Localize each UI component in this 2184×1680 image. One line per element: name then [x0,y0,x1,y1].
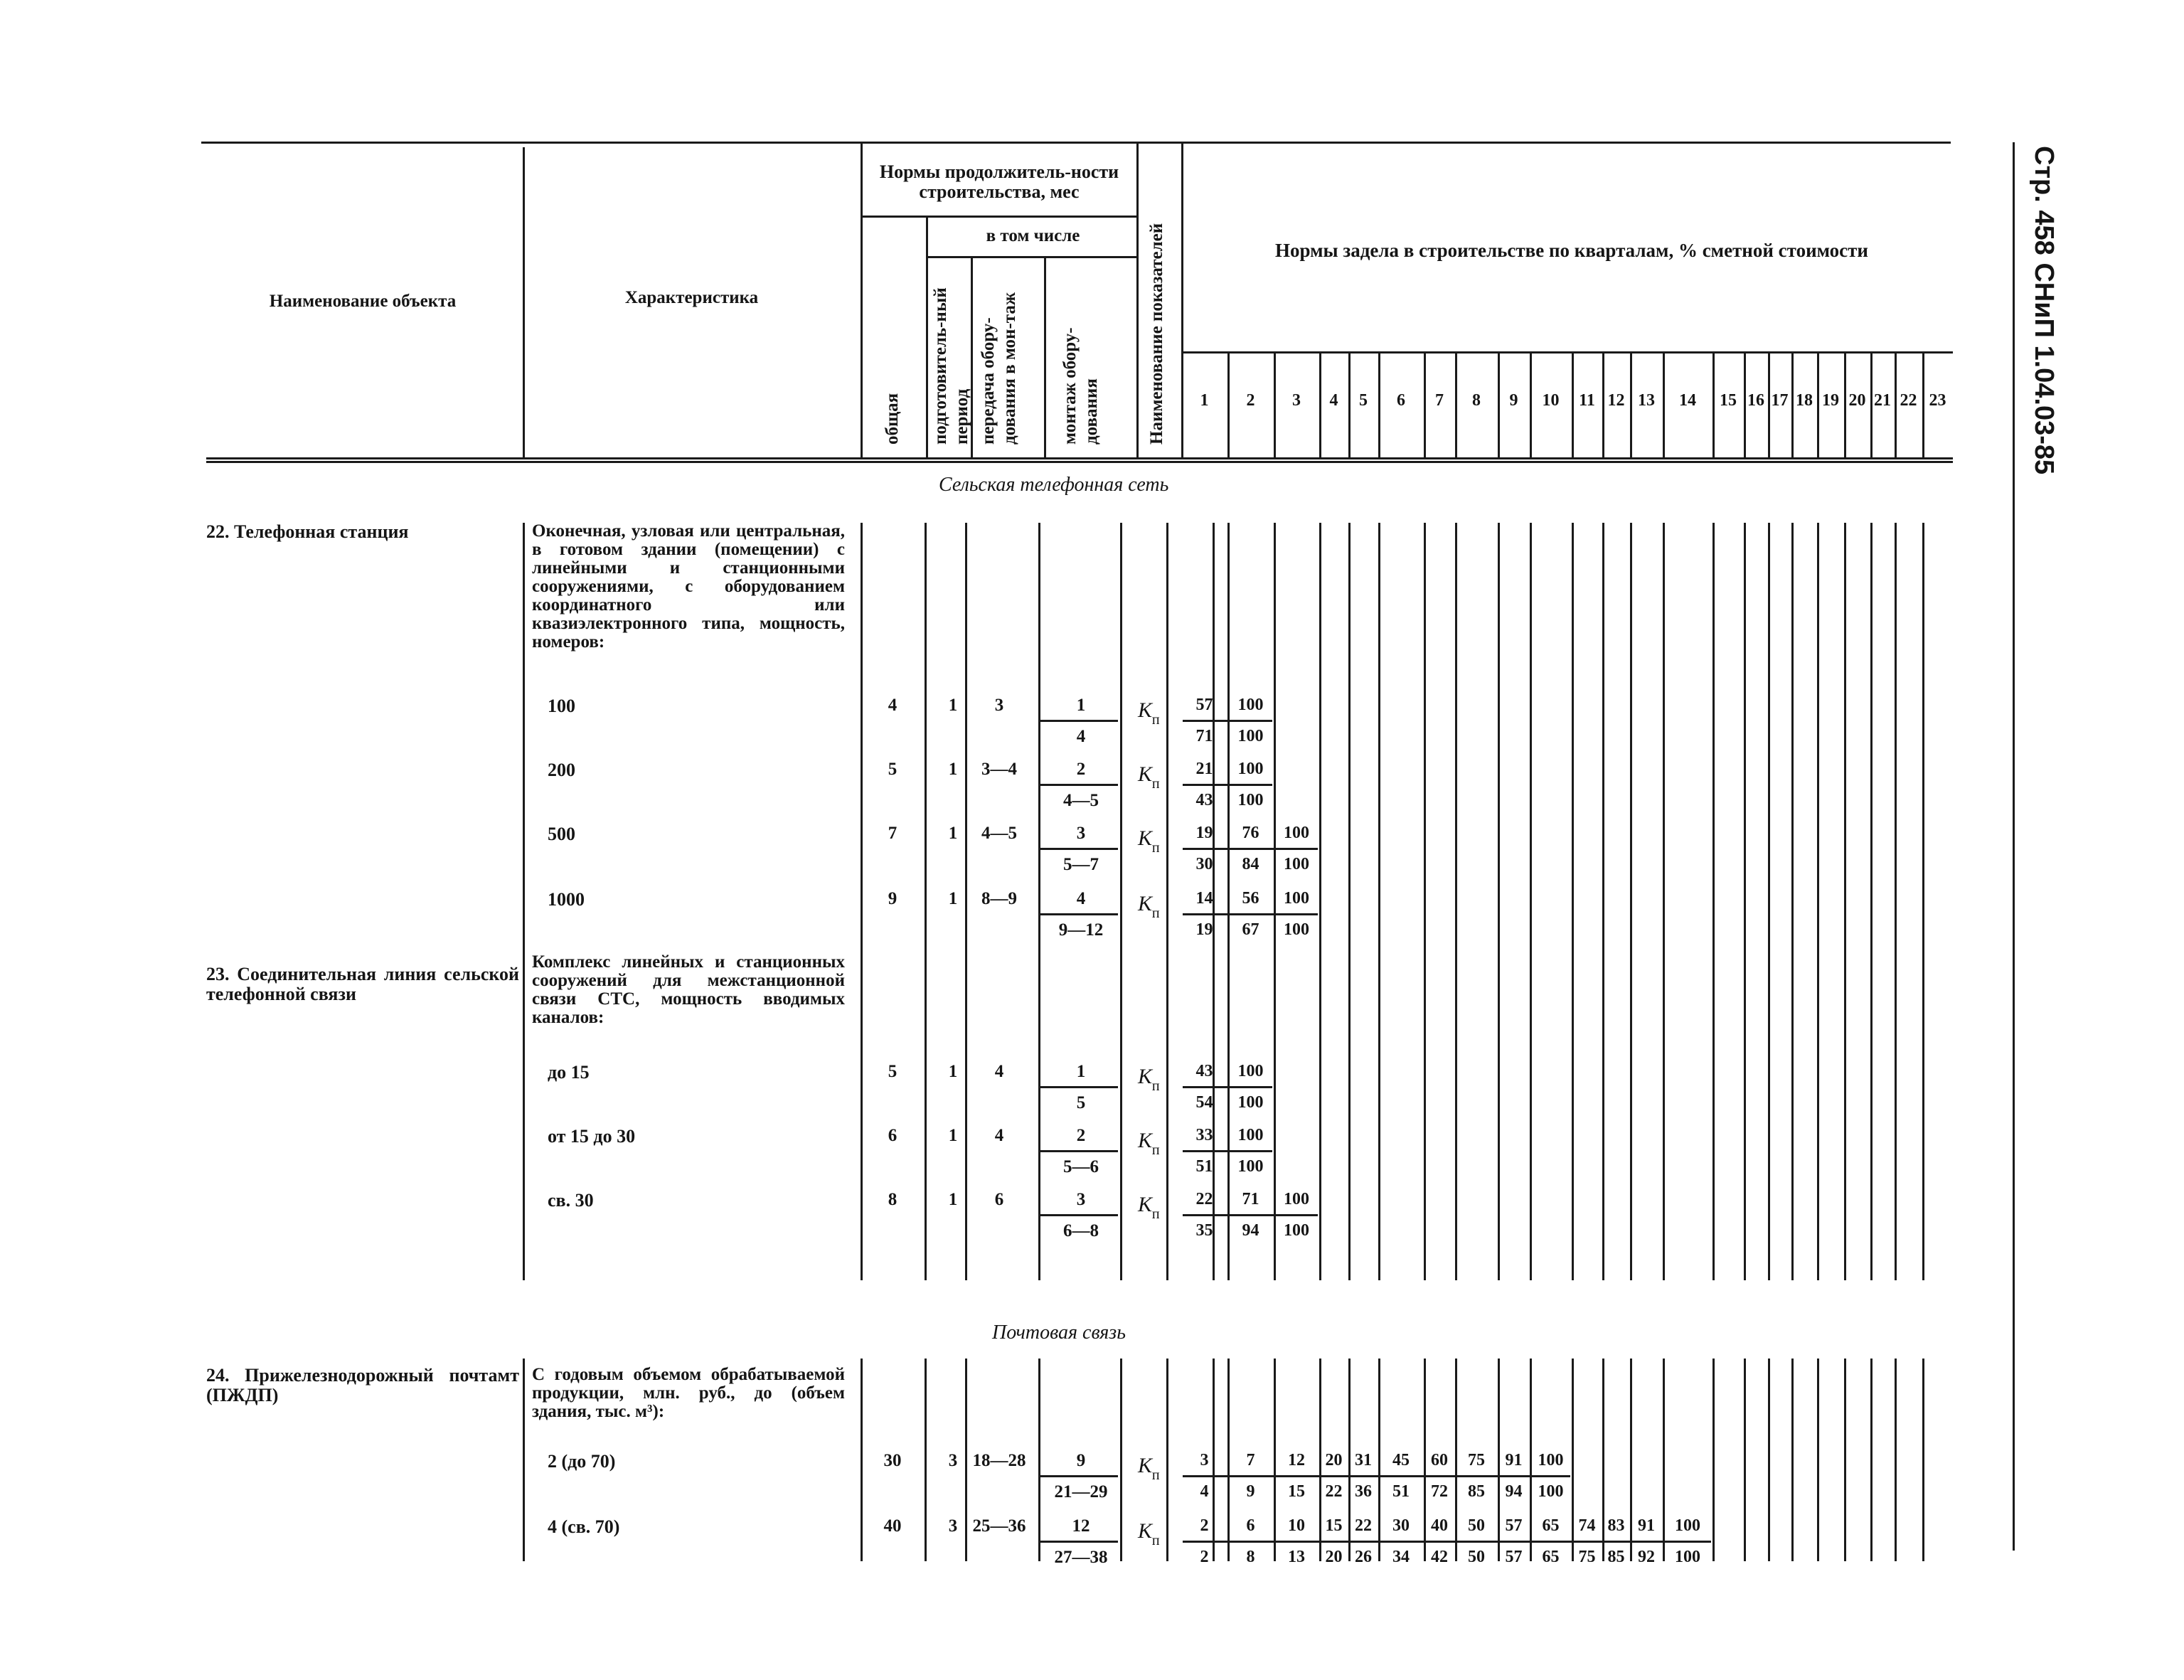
obj22-row1-indicator-kp-sub: п [1151,712,1160,728]
obj24-row1-q4-bottom: 22 [1325,1482,1343,1501]
obj24-row2-q1-top: 2 [1200,1516,1209,1535]
obj22-row3-q1-bottom: 30 [1195,855,1213,873]
obj22-row4-q3-bottom: 100 [1284,920,1309,939]
obj22-row4-q1-top: 14 [1195,889,1213,908]
obj24-row1-q6-top: 45 [1392,1451,1410,1469]
hdr-v-indicator [1136,142,1139,458]
obj22-row1-q2-bottom: 100 [1237,727,1264,745]
object-24-desc: С годовым объемом обрабатываемой продукции, млн. руб., до (объем здания, тыс. м³): [532,1365,845,1421]
hdr-v-install [1044,256,1046,458]
quarter-divider [1895,351,1897,458]
obj22-row2-indicator-kp-sub: п [1151,776,1160,792]
obj24-row1-q5-bottom: 36 [1355,1482,1372,1501]
quarter-divider [1424,351,1426,458]
obj23-row3-q2-top: 71 [1242,1190,1259,1208]
quarter-number-22: 22 [1900,391,1917,410]
quarter-number-9: 9 [1509,391,1518,410]
obj23-row2-install-bottom: 5—6 [1063,1157,1099,1176]
obj23-row2-indicator-kp: $К_п$ [1138,1129,1160,1158]
quarter-number-1: 1 [1200,391,1209,410]
obj22-row1-install-top: 1 [1076,696,1086,715]
obj23-row1-install-top: 1 [1076,1062,1086,1081]
quarter-divider [1274,351,1276,458]
obj23-row2-indicator-kp-sub: п [1151,1142,1160,1158]
obj23-row1-q1-top: 43 [1195,1062,1213,1080]
obj24-row1-q2-bottom: 9 [1246,1482,1255,1501]
obj24-row2-q7-bottom: 42 [1431,1548,1448,1566]
obj24-row2-total: 40 [883,1516,902,1536]
obj24-row2-q11-top: 74 [1578,1516,1596,1535]
obj23-row2-prep: 1 [948,1126,958,1145]
obj23-row1-q1-bottom: 54 [1195,1093,1213,1112]
obj24-row2-q6-top: 30 [1392,1516,1410,1535]
obj23-row2-q2-bottom: 100 [1237,1157,1264,1176]
obj24-row1-q9-bottom: 94 [1505,1482,1523,1501]
obj24-row1-q9-top: 91 [1505,1451,1523,1469]
obj24-row1-q3-top: 12 [1288,1451,1305,1469]
obj24-row1-q1-top: 3 [1200,1451,1209,1469]
quarter-number-18: 18 [1796,391,1813,410]
obj24-row1-indicator-kp: $К_п$ [1138,1454,1160,1483]
obj23-row1-indicator-kp: $К_п$ [1138,1065,1160,1094]
quarter-divider [1455,351,1457,458]
obj22-row2-prep: 1 [948,760,958,779]
body-column-rule [1498,523,1500,1280]
obj23-row1-total: 5 [888,1062,897,1081]
body-column-rule [1348,523,1351,1280]
obj24-row2-q13-bottom: 92 [1638,1548,1655,1566]
body-column-rule [1227,1359,1230,1561]
obj24-row1-q5-top: 31 [1355,1451,1372,1469]
obj23-row3-q1-top: 22 [1195,1190,1213,1208]
body-column-rule [1663,1359,1665,1561]
obj22-row3-indicator-kp: $К_п$ [1138,826,1160,856]
right-margin-rule [2013,142,2015,1551]
obj22-row3-install-top: 3 [1076,824,1086,843]
body-column-rule [1166,523,1168,1280]
obj23-row3-prep: 1 [948,1190,958,1209]
object-23-desc: Комплекс линейных и станционных сооружений для межстанционной связи СТС, мощность вводимых каналов: [532,952,845,1027]
obj23-row3-quarter-fraction-bar [1183,1214,1318,1216]
obj22-row2-indicator-kp: $К_п$ [1138,762,1160,792]
body-column-rule [1712,1359,1715,1561]
body-column-rule [1712,523,1715,1280]
table-top-rule [201,142,1951,144]
obj23-row2-install-fraction-bar [1040,1150,1118,1152]
header-col-install: монтаж обору-дования [1060,327,1101,445]
body-column-rule [523,1359,525,1561]
obj22-row3-install-bottom: 5—7 [1063,855,1099,874]
quarter-divider [1227,351,1230,458]
body-column-rule [1844,1359,1846,1561]
obj22-row4-prep: 1 [948,889,958,908]
obj24-row2-q2-bottom: 8 [1246,1548,1255,1566]
obj24-row1-transfer: 18—28 [972,1451,1026,1470]
body-column-rule [1038,523,1040,1280]
page-stamp: Стр. 458 СНиП 1.04.03-85 [2029,146,2059,475]
hdr-v-prep [926,216,928,458]
obj24-row1-q8-bottom: 85 [1468,1482,1485,1501]
obj23-row3-q3-bottom: 100 [1284,1221,1309,1240]
body-column-rule [1817,523,1819,1280]
body-column-rule [1120,1359,1122,1561]
obj24-row2-label: 4 (св. 70) [548,1516,620,1537]
obj24-row2-indicator-kp-sub: п [1151,1533,1160,1548]
obj24-row1-indicator-kp-sub: п [1151,1467,1160,1483]
quarter-divider [1572,351,1574,458]
object-24-name: 24. Прижелезнодорожный почтамт (ПЖДП) [206,1365,519,1405]
obj22-row3-q2-top: 76 [1242,824,1259,842]
body-column-rule [1038,1359,1040,1561]
obj23-row1-label: до 15 [548,1062,590,1083]
obj22-row4-quarter-fraction-bar [1183,913,1318,915]
quarter-number-11: 11 [1579,391,1595,410]
obj24-row2-install-fraction-bar [1040,1541,1118,1543]
obj22-row2-install-fraction-bar [1040,784,1118,786]
obj24-row2-q1-bottom: 2 [1200,1548,1209,1566]
object-23-name: 23. Соединительная линия сельской телефонной связи [206,964,519,1004]
quarter-number-19: 19 [1822,391,1839,410]
obj24-row2-q10-bottom: 65 [1542,1548,1560,1566]
obj24-row1-q7-bottom: 72 [1431,1482,1448,1501]
body-column-rule [1744,523,1746,1280]
obj23-row1-install-fraction-bar [1040,1086,1118,1088]
obj23-row3-transfer: 6 [994,1190,1004,1209]
quarter-divider [1319,351,1321,458]
obj24-row2-q14-top: 100 [1675,1516,1700,1535]
body-column-rule [1895,1359,1897,1561]
header-col-indicator: Наименование показателей [1147,223,1166,445]
body-column-rule [1319,523,1321,1280]
quarter-divider [1870,351,1873,458]
header-col-prep: подготовитель-ный период [931,287,971,445]
obj22-row4-install-top: 4 [1076,889,1086,908]
obj24-row2-q2-top: 6 [1246,1516,1255,1535]
quarter-divider [1348,351,1351,458]
header-bottom-rule [206,457,1953,459]
object-22-name: 22. Телефонная станция [206,521,409,542]
quarter-divider [1530,351,1532,458]
obj22-row3-transfer: 4—5 [981,824,1017,843]
body-column-rule [861,1359,863,1561]
quarter-number-4: 4 [1329,391,1338,410]
quarter-number-10: 10 [1542,391,1560,410]
obj24-row2-q5-top: 22 [1355,1516,1372,1535]
obj23-row2-install-top: 2 [1076,1126,1086,1145]
obj24-row1-q6-bottom: 51 [1392,1482,1410,1501]
quarter-divider [1602,351,1604,458]
obj23-row3-q2-bottom: 94 [1242,1221,1259,1240]
obj24-row2-q11-bottom: 75 [1578,1548,1596,1566]
obj23-row2-q1-top: 33 [1195,1126,1213,1144]
obj22-row2-label: 200 [548,760,575,780]
obj24-row2-q13-top: 91 [1638,1516,1655,1535]
obj23-row1-quarter-fraction-bar [1183,1086,1272,1088]
quarter-divider [1712,351,1715,458]
obj22-row4-q2-top: 56 [1242,889,1259,908]
obj23-row1-q2-bottom: 100 [1237,1093,1264,1112]
body-column-rule [1274,523,1276,1280]
header-characteristic: Характеристика [624,288,759,307]
quarter-divider [1922,351,1924,458]
body-column-rule [1744,1359,1746,1561]
header-including-rule [926,256,1138,258]
obj24-row2-q12-top: 83 [1607,1516,1625,1535]
obj24-row2-q8-top: 50 [1468,1516,1485,1535]
obj22-row3-quarter-fraction-bar [1183,848,1318,850]
obj24-row2-q10-top: 65 [1542,1516,1560,1535]
obj22-row2-q2-bottom: 100 [1237,791,1264,809]
obj24-row2-q14-bottom: 100 [1675,1548,1700,1566]
obj22-row4-total: 9 [888,889,897,908]
obj23-row3-indicator-kp-sub: п [1151,1206,1160,1222]
section-title-postal: Почтовая связь [992,1322,1126,1344]
obj22-row2-quarter-fraction-bar [1183,784,1272,786]
obj23-row1-indicator-kp-sub: п [1151,1078,1160,1094]
body-column-rule [1768,523,1770,1280]
obj22-row1-q1-top: 57 [1195,696,1213,714]
obj22-row2-q1-top: 21 [1195,760,1213,778]
obj22-row2-q1-bottom: 43 [1195,791,1213,809]
obj22-row2-install-bottom: 4—5 [1063,791,1099,810]
body-column-rule [1663,523,1665,1280]
obj23-row3-total: 8 [888,1190,897,1209]
quarter-number-8: 8 [1472,391,1481,410]
body-column-rule [1378,523,1380,1280]
body-column-rule [1844,523,1846,1280]
quarter-divider [1817,351,1819,458]
obj22-row3-q3-bottom: 100 [1284,855,1309,873]
obj22-row1-q2-top: 100 [1237,696,1264,714]
quarter-divider [1768,351,1770,458]
obj24-row2-q6-bottom: 34 [1392,1548,1410,1566]
obj23-row3-label: св. 30 [548,1190,594,1211]
obj23-row2-transfer: 4 [994,1126,1004,1145]
obj24-row2-install-bottom: 27—38 [1054,1548,1108,1567]
obj22-row1-q1-bottom: 71 [1195,727,1213,745]
obj22-row3-total: 7 [888,824,897,843]
obj24-row1-q7-top: 60 [1431,1451,1448,1469]
body-column-rule [1870,1359,1873,1561]
quarter-divider [1630,351,1632,458]
obj22-row1-total: 4 [888,696,897,715]
obj23-row2-total: 6 [888,1126,897,1145]
hdr-v-quarters [1181,142,1183,458]
obj22-row2-install-top: 2 [1076,760,1086,779]
quarter-number-15: 15 [1720,391,1737,410]
obj22-row1-quarter-fraction-bar [1183,720,1272,722]
body-column-rule [1530,1359,1532,1561]
obj23-row3-install-bottom: 6—8 [1063,1221,1099,1240]
body-column-rule [1120,523,1122,1280]
header-backlog-rule [1181,351,1953,353]
quarter-number-6: 6 [1397,391,1405,410]
obj24-row2-q9-bottom: 57 [1505,1548,1523,1566]
obj22-row2-total: 5 [888,760,897,779]
obj23-row1-q2-top: 100 [1237,1062,1264,1080]
obj24-row1-install-top: 9 [1076,1451,1086,1470]
obj24-row2-q4-top: 15 [1325,1516,1343,1535]
quarter-divider [1498,351,1500,458]
hdr-v-total [861,142,863,458]
obj23-row2-q2-top: 100 [1237,1126,1264,1144]
obj22-row2-q2-top: 100 [1237,760,1264,778]
obj24-row2-q12-bottom: 85 [1607,1548,1625,1566]
quarter-number-7: 7 [1435,391,1444,410]
header-col-total: общая [883,393,902,445]
obj24-row2-indicator-kp: $К_п$ [1138,1519,1160,1548]
header-col-transfer: передача обору-дования в мон-таж [979,292,1019,445]
obj23-row1-install-bottom: 5 [1076,1093,1086,1112]
obj22-row4-q2-bottom: 67 [1242,920,1259,939]
obj24-row1-q3-bottom: 15 [1288,1482,1305,1501]
quarter-divider [1378,351,1380,458]
body-column-rule [1572,523,1574,1280]
body-column-rule [861,523,863,1280]
obj24-row2-q3-bottom: 13 [1288,1548,1305,1566]
quarter-number-17: 17 [1771,391,1789,410]
body-column-rule [1791,1359,1794,1561]
body-column-rule [1455,523,1457,1280]
quarter-number-13: 13 [1638,391,1655,410]
obj24-row2-transfer: 25—36 [972,1516,1026,1536]
obj22-row4-indicator-kp: $К_п$ [1138,892,1160,921]
quarter-divider [1663,351,1665,458]
obj23-row2-label: от 15 до 30 [548,1126,636,1147]
obj22-row1-label: 100 [548,696,575,716]
body-column-rule [1791,523,1794,1280]
obj22-row3-q3-top: 100 [1284,824,1309,842]
quarter-divider [1744,351,1746,458]
body-column-rule [1922,523,1924,1280]
obj22-row3-q2-bottom: 84 [1242,855,1259,873]
quarter-divider [1791,351,1794,458]
obj22-row4-q3-top: 100 [1284,889,1309,908]
body-column-rule [1530,523,1532,1280]
obj23-row3-install-top: 3 [1076,1190,1086,1209]
obj24-row1-total: 30 [883,1451,902,1470]
obj24-row1-q1-bottom: 4 [1200,1482,1209,1501]
body-column-rule [1630,523,1632,1280]
section-title-rural-phone: Сельская телефонная сеть [939,474,1169,496]
body-column-rule [1602,523,1604,1280]
quarter-divider [1844,351,1846,458]
obj22-row4-install-bottom: 9—12 [1058,920,1104,940]
obj24-row2-q8-bottom: 50 [1468,1548,1485,1566]
obj22-row4-q1-bottom: 19 [1195,920,1213,939]
body-column-rule [523,523,525,1280]
obj24-row1-q10-bottom: 100 [1538,1482,1564,1501]
body-column-rule [1166,1359,1168,1561]
header-duration-rule [862,216,1138,218]
body-column-rule [1870,523,1873,1280]
quarter-number-21: 21 [1874,391,1891,410]
obj22-row3-indicator-kp-sub: п [1151,840,1160,856]
body-column-rule [1922,1359,1924,1561]
obj24-row2-q5-bottom: 26 [1355,1548,1372,1566]
obj22-row1-prep: 1 [948,696,958,715]
obj24-row1-q4-top: 20 [1325,1451,1343,1469]
obj23-row3-q3-top: 100 [1284,1190,1309,1208]
obj22-row1-indicator-kp: $К_п$ [1138,698,1160,728]
obj22-row4-install-fraction-bar [1040,913,1118,915]
obj23-row1-transfer: 4 [994,1062,1004,1081]
obj24-row1-install-fraction-bar [1040,1475,1118,1477]
quarter-number-2: 2 [1246,391,1255,410]
quarter-number-3: 3 [1292,391,1301,410]
obj24-row1-quarter-fraction-bar [1183,1475,1570,1477]
obj22-row2-transfer: 3—4 [981,760,1017,779]
header-object-name: Наименование объекта [269,292,457,311]
obj22-row4-transfer: 8—9 [981,889,1017,908]
hdr-v-char [523,147,525,458]
object-22-desc: Оконечная, узловая или центральная, в готовом здании (помещении) с линейными и станционными сооружениями, с оборудованием координатного или квазиэлектронного типа, мощность, номеров: [532,521,845,652]
obj24-row2-q3-top: 10 [1288,1516,1305,1535]
body-column-rule [1768,1359,1770,1561]
obj24-row1-q8-top: 75 [1468,1451,1485,1469]
obj24-row1-q2-top: 7 [1246,1451,1255,1469]
obj22-row3-label: 500 [548,824,575,844]
obj24-row2-q7-top: 40 [1431,1516,1448,1535]
body-column-rule [1817,1359,1819,1561]
obj22-row3-prep: 1 [948,824,958,843]
obj23-row3-install-fraction-bar [1040,1214,1118,1216]
obj24-row1-label: 2 (до 70) [548,1451,616,1472]
body-column-rule [1274,1359,1276,1561]
quarter-number-16: 16 [1747,391,1764,410]
header-including: в том числе [986,226,1080,245]
obj24-row1-prep: 3 [948,1451,958,1470]
quarter-number-5: 5 [1359,391,1368,410]
body-column-rule [1424,523,1426,1280]
obj22-row1-install-fraction-bar [1040,720,1118,722]
obj24-row1-install-bottom: 21—29 [1054,1482,1108,1501]
obj23-row3-q1-bottom: 35 [1195,1221,1213,1240]
header-bottom-rule-2 [206,461,1953,463]
quarter-number-20: 20 [1848,391,1866,410]
obj24-row1-q10-top: 100 [1538,1451,1564,1469]
obj23-row1-prep: 1 [948,1062,958,1081]
obj24-row2-prep: 3 [948,1516,958,1536]
obj23-row2-q1-bottom: 51 [1195,1157,1213,1176]
body-column-rule [1455,1359,1457,1561]
obj22-row3-q1-top: 19 [1195,824,1213,842]
obj23-row3-indicator-kp: $К_п$ [1138,1193,1160,1222]
obj22-row4-indicator-kp-sub: п [1151,905,1160,921]
quarter-number-12: 12 [1607,391,1625,410]
body-column-rule [1227,523,1230,1280]
obj22-row3-install-fraction-bar [1040,848,1118,850]
obj22-row1-install-bottom: 4 [1076,727,1086,746]
obj22-row4-label: 1000 [548,889,585,910]
obj24-row2-q4-bottom: 20 [1325,1548,1343,1566]
obj24-row2-install-top: 12 [1072,1516,1090,1536]
obj24-row2-q9-top: 57 [1505,1516,1523,1535]
obj22-row1-transfer: 3 [994,696,1004,715]
quarter-number-14: 14 [1679,391,1696,410]
body-column-rule [1895,523,1897,1280]
obj23-row2-quarter-fraction-bar [1183,1150,1272,1152]
quarter-number-23: 23 [1929,391,1946,410]
header-backlog-norms: Нормы задела в строительстве по кварталам, % сметной стоимости [1275,240,1868,261]
header-duration-norms: Нормы продолжитель-ности строительства, мес [879,161,1119,202]
obj24-row2-quarter-fraction-bar [1183,1541,1711,1543]
